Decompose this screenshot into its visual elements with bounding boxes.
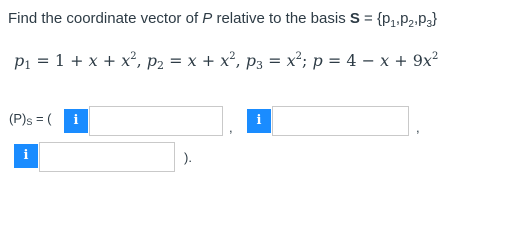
p1-x2: x bbox=[121, 51, 131, 70]
prompt-text-middle: relative to the basis bbox=[212, 10, 350, 27]
p3-x: x bbox=[286, 51, 296, 70]
prompt-basis-comma1: ,p bbox=[395, 10, 409, 27]
label-prefix: (P) bbox=[9, 111, 27, 126]
p-expr-a: = 4 − bbox=[322, 51, 381, 70]
p3-sep: , bbox=[235, 51, 246, 70]
prompt-text-before: Find the coordinate vector of bbox=[8, 10, 203, 27]
separator-1: , bbox=[229, 120, 233, 135]
separator-2: , bbox=[416, 120, 420, 135]
closing-paren: ). bbox=[184, 150, 192, 165]
p1-sub: 1 bbox=[24, 59, 32, 72]
label-suffix: = ( bbox=[32, 111, 52, 126]
prompt-basis-sub2: 2 bbox=[408, 19, 414, 30]
p-x2: x bbox=[422, 51, 432, 70]
prompt-p-symbol: P bbox=[202, 10, 213, 27]
p2-sep: , bbox=[136, 51, 147, 70]
p-exp: 2 bbox=[431, 51, 439, 62]
p1-exp: 2 bbox=[130, 51, 137, 62]
p2-x1: x bbox=[187, 51, 197, 70]
p2-expr-a: = bbox=[164, 51, 188, 70]
prompt-basis-sub1: 1 bbox=[390, 19, 396, 30]
p1-plus: + bbox=[97, 51, 122, 70]
prompt-basis-symbol: S bbox=[349, 10, 360, 27]
p2-x2: x bbox=[220, 51, 230, 70]
p-sep: ; bbox=[302, 51, 313, 70]
info-icon[interactable]: i bbox=[247, 109, 271, 133]
p-name: p bbox=[312, 51, 323, 70]
coordinate-input-1[interactable] bbox=[89, 106, 223, 136]
p1-expr-a: = 1 + bbox=[31, 51, 89, 70]
coordinate-input-3[interactable] bbox=[39, 142, 175, 172]
coordinate-vector-label bbox=[9, 111, 52, 127]
p3-name: p bbox=[245, 51, 257, 70]
prompt-basis-sub3: 3 bbox=[426, 19, 433, 30]
info-icon[interactable]: i bbox=[14, 144, 38, 168]
p3-expr-a: = bbox=[263, 51, 287, 70]
p2-plus: + bbox=[196, 51, 221, 70]
p-x1: x bbox=[380, 51, 390, 70]
p1-x1: x bbox=[88, 51, 98, 70]
prompt-basis-comma2: ,p bbox=[413, 10, 427, 27]
question-prompt bbox=[8, 10, 437, 30]
prompt-basis-open: = {p bbox=[359, 10, 391, 27]
p2-name: p bbox=[146, 51, 158, 70]
p-expr-b: + 9 bbox=[389, 51, 423, 70]
p2-sub: 2 bbox=[157, 59, 165, 72]
p3-exp: 2 bbox=[295, 51, 303, 62]
coordinate-input-2[interactable] bbox=[272, 106, 409, 136]
prompt-basis-close: } bbox=[432, 10, 438, 27]
p1-name: p bbox=[14, 51, 25, 70]
info-icon[interactable]: i bbox=[64, 109, 88, 133]
p3-sub: 3 bbox=[256, 59, 264, 72]
polynomial-equation bbox=[14, 51, 438, 72]
label-sub: S bbox=[26, 117, 33, 127]
p2-exp: 2 bbox=[229, 51, 236, 62]
